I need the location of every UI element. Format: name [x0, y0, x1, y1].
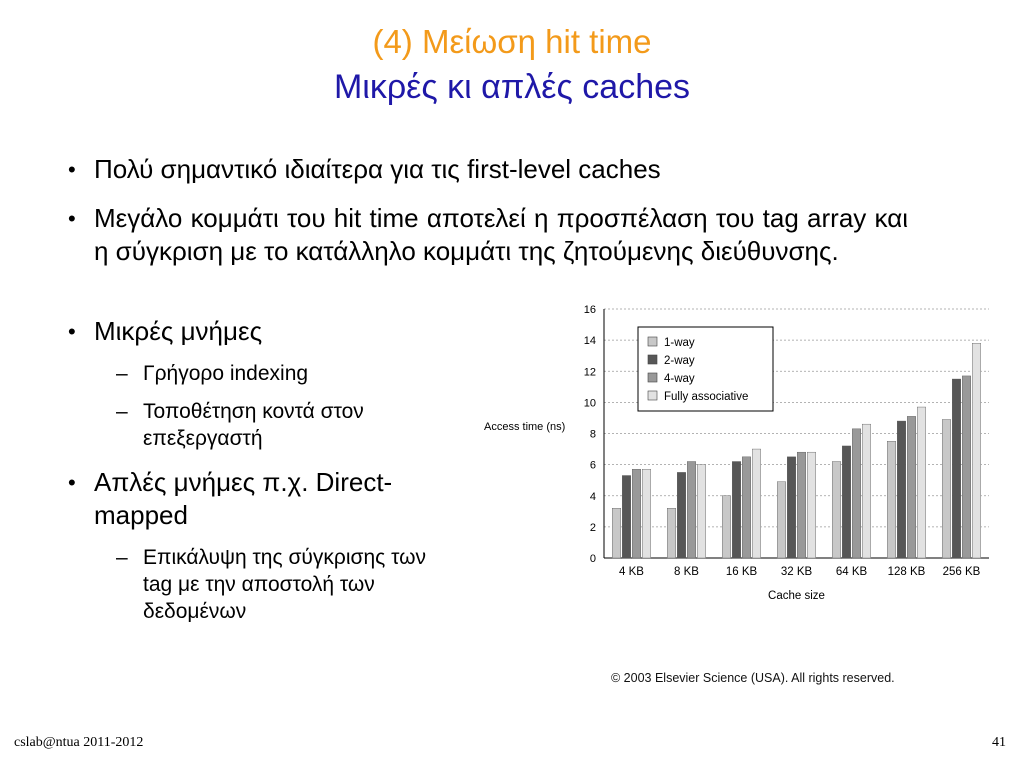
x-tick-label: 64 KB [835, 566, 868, 578]
sub-bullet-marker: – [116, 400, 128, 423]
bullet-marker: • [68, 319, 76, 344]
x-tick-label: 256 KB [942, 566, 981, 578]
bar [797, 452, 806, 558]
sub-bullet-text: Γρήγορο indexing [143, 362, 309, 385]
y-tick-label: 16 [583, 304, 596, 316]
access-time-bar-chart [470, 295, 1010, 615]
legend-swatch [648, 373, 657, 382]
sub-bullet-item [116, 544, 443, 625]
y-axis-title: Access time (ns) [484, 421, 566, 433]
bullet-marker: • [68, 470, 76, 495]
x-tick-label: 4 KB [619, 566, 644, 578]
sub-bullet-text: Τοποθέτηση κοντά στον επεξεργαστή [143, 400, 364, 450]
bar [842, 446, 851, 558]
bar [697, 465, 706, 558]
bar [632, 469, 641, 558]
bar [777, 482, 786, 558]
bullet-item [68, 466, 459, 532]
legend-label: 2-way [664, 355, 695, 367]
legend-label: 1-way [664, 337, 695, 349]
x-tick-label: 128 KB [887, 566, 926, 578]
bar [907, 416, 916, 558]
x-tick-label: 32 KB [780, 566, 813, 578]
footer-course-label: cslab@ntua 2011-2012 [14, 735, 144, 750]
bar [612, 508, 621, 558]
bar [807, 452, 816, 558]
bullet-marker: • [68, 157, 76, 182]
sub-bullet-marker: – [116, 546, 128, 569]
bar [752, 449, 761, 558]
bullet-item [68, 202, 908, 268]
y-tick-label: 2 [589, 521, 596, 534]
y-tick-label: 12 [583, 366, 596, 379]
bar [687, 462, 696, 558]
bullet-marker: • [68, 206, 76, 231]
x-axis-title: Cache size [768, 590, 825, 602]
bar [917, 407, 926, 558]
sub-bullet-item [116, 360, 463, 387]
sub-bullet-item [116, 398, 428, 452]
bar [642, 469, 651, 558]
y-tick-label: 0 [589, 553, 596, 565]
y-tick-label: 6 [589, 459, 596, 472]
y-tick-label: 10 [583, 397, 596, 410]
legend-swatch [648, 391, 657, 400]
slide-title-line1: (4) Μείωση hit time [372, 23, 652, 60]
x-tick-label: 16 KB [725, 566, 758, 578]
bar [742, 457, 751, 558]
bar [887, 441, 896, 558]
bar [677, 472, 686, 558]
bullet-text: Μεγάλο κομμάτι του hit time αποτελεί η προσπέλαση του tag array και η σύγκριση με το κατάλληλο κομμάτι της ζητούμενης διεύθυνσης. [94, 203, 908, 266]
bar [852, 429, 861, 558]
bullet-item [68, 153, 934, 186]
bar [897, 421, 906, 558]
y-tick-label: 14 [583, 335, 596, 348]
y-tick-label: 8 [589, 428, 596, 441]
legend-label: Fully associative [664, 391, 749, 403]
bullet-text: Απλές μνήμες π.χ. Direct-mapped [94, 467, 393, 530]
legend-label: 4-way [664, 373, 695, 385]
bar [952, 379, 961, 558]
bar [622, 476, 631, 558]
bar [722, 496, 731, 558]
legend-swatch [648, 355, 657, 364]
bar [732, 462, 741, 558]
sub-bullet-marker: – [116, 362, 128, 385]
x-tick-label: 8 KB [674, 566, 699, 578]
sub-bullet-text: Επικάλυψη της σύγκρισης των tag με την αποστολή των δεδομένων [143, 546, 426, 623]
bar [832, 462, 841, 558]
legend-swatch [648, 337, 657, 346]
slide-title-line2: Μικρές κι απλές caches [333, 68, 691, 106]
y-tick-label: 4 [589, 490, 596, 503]
bar [972, 343, 981, 558]
bar [787, 457, 796, 558]
bar [667, 508, 676, 558]
bar [962, 376, 971, 558]
bar [942, 419, 951, 558]
page-number: 41 [992, 735, 1006, 750]
bullet-text: Πολύ σημαντικό ιδιαίτερα για τις first-level caches [94, 154, 661, 184]
bar [862, 424, 871, 558]
bullet-item [68, 315, 474, 348]
bullet-text: Μικρές μνήμες [94, 316, 263, 346]
copyright-notice: © 2003 Elsevier Science (USA). All rights reserved. [611, 671, 895, 685]
